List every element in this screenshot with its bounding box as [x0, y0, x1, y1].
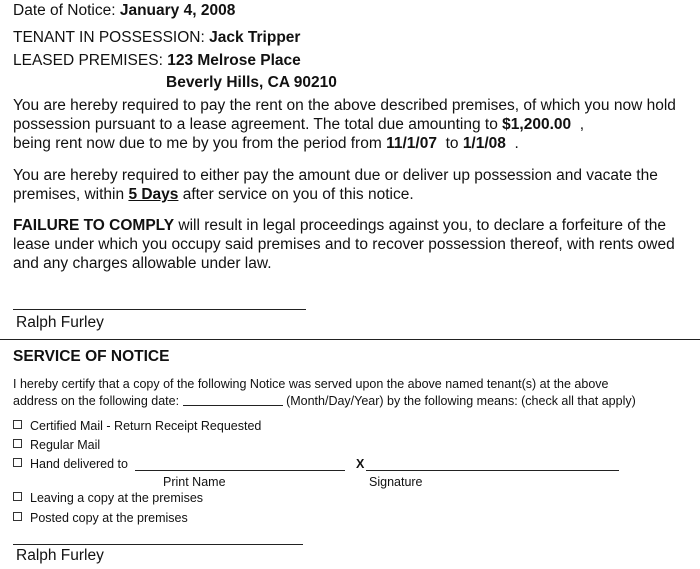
date-label: Date of Notice: — [13, 2, 116, 19]
service-of-notice-heading: SERVICE OF NOTICE — [13, 348, 170, 365]
option-posted-copy[interactable] — [13, 511, 188, 525]
premises-label: LEASED PREMISES: — [13, 52, 163, 69]
premises-address-line2: Beverly Hills, CA 90210 — [166, 74, 337, 91]
date-value: January 4, 2008 — [119, 2, 236, 19]
pay-or-vacate-paragraph — [13, 166, 685, 204]
server-signature-name: Ralph Furley — [16, 547, 104, 564]
premises-line — [13, 52, 301, 70]
option-hand-delivered[interactable] — [13, 457, 128, 471]
option-hand-delivered-label: Hand delivered to — [30, 457, 128, 471]
period-to: 1/1/08 — [462, 135, 506, 152]
pay-or-vacate-text: You are hereby required to either pay the amount due or deliver up possession and vacate the premises, within — [13, 167, 658, 203]
option-regular-mail-label: Regular Mail — [30, 438, 101, 452]
option-certified-mail[interactable] — [13, 419, 261, 433]
date-of-notice-line — [13, 2, 235, 20]
signature-x-mark: X — [356, 457, 365, 471]
period-text: being rent now due to me by you from the period from — [13, 135, 382, 152]
after-service-text: after service on you of this notice. — [182, 186, 414, 203]
failure-to-comply-paragraph — [13, 216, 685, 273]
period-end: . — [514, 135, 519, 152]
to-word: to — [445, 135, 459, 152]
print-name-line[interactable] — [135, 470, 345, 471]
landlord-signature-line — [13, 309, 306, 310]
service-date-blank[interactable] — [183, 405, 283, 406]
tenant-label: TENANT IN POSSESSION: — [13, 29, 205, 46]
print-name-label: Print Name — [163, 475, 226, 489]
checkbox-certified-mail[interactable] — [13, 420, 22, 429]
rent-due-paragraph — [13, 96, 685, 153]
checkbox-hand-delivered[interactable] — [13, 458, 22, 467]
days-allowed: 5 Days — [128, 186, 179, 203]
section-divider — [0, 339, 700, 340]
certify-means-text: (Month/Day/Year) by the following means: (check all that apply) — [286, 394, 636, 408]
premises-address-line1: 123 Melrose Place — [167, 52, 301, 69]
failure-to-comply-text: will result in legal proceedings against you, to declare a forfeiture of the lease under which you occupy said premises and to recover possession thereof, with rents owed and any charges allowable under law. — [13, 217, 675, 272]
signature-label: Signature — [369, 475, 423, 489]
checkbox-leaving-copy[interactable] — [13, 492, 22, 501]
failure-to-comply-heading: FAILURE TO COMPLY — [13, 217, 175, 234]
amount-due: $1,200.00 — [502, 116, 572, 133]
option-leaving-copy-label: Leaving a copy at the premises — [30, 491, 204, 505]
option-certified-mail-label: Certified Mail - Return Receipt Requested — [30, 419, 262, 433]
rent-due-text: You are hereby required to pay the rent on the above described premises, of which you now hold possession pursuant to a lease agreement. The total due amounting to — [13, 97, 676, 133]
option-regular-mail[interactable] — [13, 438, 100, 452]
period-from: 11/1/07 — [386, 135, 437, 152]
checkbox-regular-mail[interactable] — [13, 439, 22, 448]
landlord-signature-name: Ralph Furley — [16, 314, 104, 331]
certify-line-1: I hereby certify that a copy of the following Notice was served upon the above named tenant(s) at the above — [13, 377, 609, 391]
certify-line-2 — [13, 394, 636, 408]
checkbox-posted-copy[interactable] — [13, 512, 22, 521]
comma: , — [579, 116, 585, 133]
server-signature-line — [13, 544, 303, 545]
option-posted-copy-label: Posted copy at the premises — [30, 511, 188, 525]
certify-date-label: address on the following date: — [13, 394, 180, 408]
option-leaving-copy[interactable] — [13, 491, 203, 505]
tenant-value: Jack Tripper — [209, 29, 301, 46]
signature-line[interactable] — [366, 470, 619, 471]
tenant-line — [13, 29, 300, 47]
